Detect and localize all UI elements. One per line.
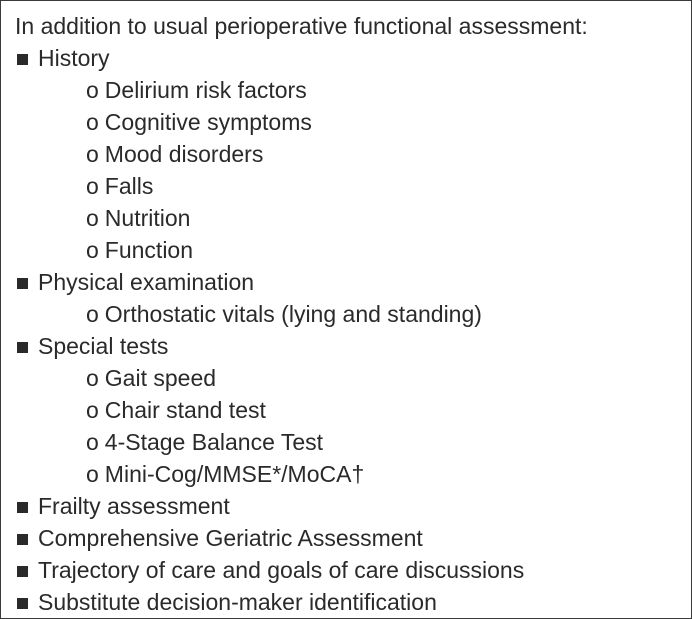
sub-item-label: Delirium risk factors xyxy=(104,77,307,103)
list-item-physical-examination xyxy=(1,266,691,298)
sub-item-label: Function xyxy=(104,237,194,263)
item-label: History xyxy=(38,45,110,71)
sub-item xyxy=(1,298,691,330)
sub-item-label: Gait speed xyxy=(104,365,217,391)
sub-item-label: Chair stand test xyxy=(104,397,266,423)
list-item-comprehensive-geriatric-assessment xyxy=(1,522,691,554)
sub-marker: o xyxy=(86,109,99,135)
sub-item-label: Mini-Cog/MMSE*/MoCA† xyxy=(104,461,365,487)
sub-marker: o xyxy=(86,173,99,199)
item-label: Frailty assessment xyxy=(38,493,230,519)
sub-item xyxy=(1,458,691,490)
item-label: Physical examination xyxy=(38,269,255,295)
list-item-special-tests xyxy=(1,330,691,362)
sub-marker: o xyxy=(86,397,99,423)
sub-item xyxy=(1,426,691,458)
sub-item-label: 4-Stage Balance Test xyxy=(104,429,324,455)
sub-item xyxy=(1,106,691,138)
sub-item xyxy=(1,170,691,202)
square-bullet-icon xyxy=(17,598,28,609)
sub-item xyxy=(1,234,691,266)
item-label: Comprehensive Geriatric Assessment xyxy=(38,525,423,551)
sub-item xyxy=(1,362,691,394)
sub-item-label: Mood disorders xyxy=(104,141,264,167)
sub-item xyxy=(1,394,691,426)
sub-marker: o xyxy=(86,461,99,487)
item-label: Trajectory of care and goals of care discussions xyxy=(38,557,525,583)
sub-item xyxy=(1,202,691,234)
sub-marker: o xyxy=(86,77,99,103)
sub-marker: o xyxy=(86,237,99,263)
sub-marker: o xyxy=(86,301,99,327)
sub-marker: o xyxy=(86,365,99,391)
list-item-history xyxy=(1,42,691,74)
sub-item xyxy=(1,138,691,170)
sub-marker: o xyxy=(86,429,99,455)
sub-item xyxy=(1,74,691,106)
item-label: Substitute decision-maker identification xyxy=(38,589,437,615)
square-bullet-icon xyxy=(17,534,28,545)
sub-item-label: Nutrition xyxy=(104,205,191,231)
square-bullet-icon xyxy=(17,278,28,289)
sub-marker: o xyxy=(86,205,99,231)
sub-item-label: Cognitive symptoms xyxy=(104,109,312,135)
square-bullet-icon xyxy=(17,54,28,65)
sub-item-label: Orthostatic vitals (lying and standing) xyxy=(104,301,482,327)
square-bullet-icon xyxy=(17,566,28,577)
item-label: Special tests xyxy=(38,333,169,359)
sub-item-label: Falls xyxy=(104,173,154,199)
sub-marker: o xyxy=(86,141,99,167)
intro-text: In addition to usual perioperative functional assessment: xyxy=(15,13,588,39)
list-item-frailty-assessment xyxy=(1,490,691,522)
square-bullet-icon xyxy=(17,342,28,353)
assessment-list xyxy=(1,10,691,618)
list-item-trajectory-of-care xyxy=(1,554,691,586)
square-bullet-icon xyxy=(17,502,28,513)
list-item-substitute-decision-maker xyxy=(1,586,691,618)
